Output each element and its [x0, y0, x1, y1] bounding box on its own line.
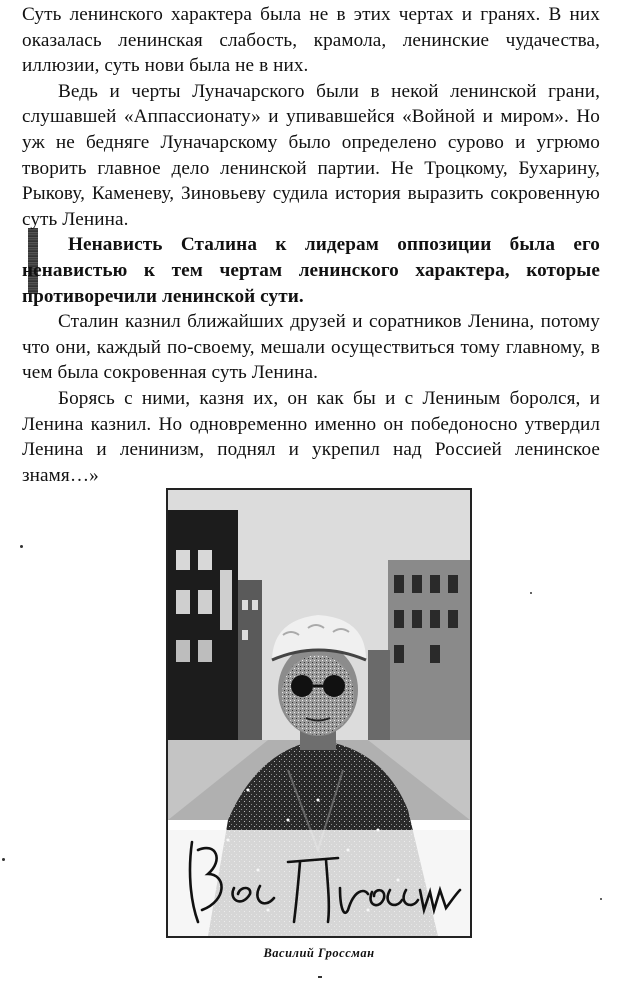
- scan-speck: [318, 976, 322, 978]
- body-text: [22, 2, 600, 488]
- paragraph-1: Суть ленинского характера была не в этих чертах и гранях. В них оказалась ленинская слабость, крамола, ленинские чудачества, иллюзии, суть нови была не в них.: [22, 4, 600, 77]
- portrait-photo: [166, 488, 472, 938]
- paragraph-2: Ведь и черты Луначарского были в некой ленинской грани, слушавшей «Аппассионату» и упивавшейся «Войной и миром». Но уж не бедняге Луначарскому было определено сурово и угрюмо творить главное дело ленинской партии. Не Троцкому, Бухарину, Рыкову, Каменеву, Зиновьеву судила история выразить сокровенную суть Ленина.: [22, 80, 600, 230]
- paragraph-3-highlighted: Ненависть Сталина к лидерам оппозиции была его ненавистью к тем чертам ленинского характера, которые противоречили ленинской сути.: [22, 234, 600, 307]
- photo-caption: Василий Гроссман: [263, 946, 375, 960]
- scan-speck: [600, 898, 602, 900]
- paragraph-5: Борясь с ними, казня их, он как бы и с Лениным боролся, и Ленина казнил. Но одновременно именно он победоносно утвердил Ленина и ленинизм, поднял и укрепил над Россией ленинское знамя…»: [22, 387, 600, 486]
- scan-speck: [530, 592, 532, 594]
- scan-speck: [20, 545, 23, 548]
- portrait-photo-drawing: [168, 490, 470, 936]
- paragraph-4: Сталин казнил ближайших друзей и соратников Ленина, потому что они, каждый по-своему, мешали осуществиться тому главному, в чем была сокровенная суть Ленина.: [22, 311, 600, 384]
- scan-speck: [2, 858, 5, 861]
